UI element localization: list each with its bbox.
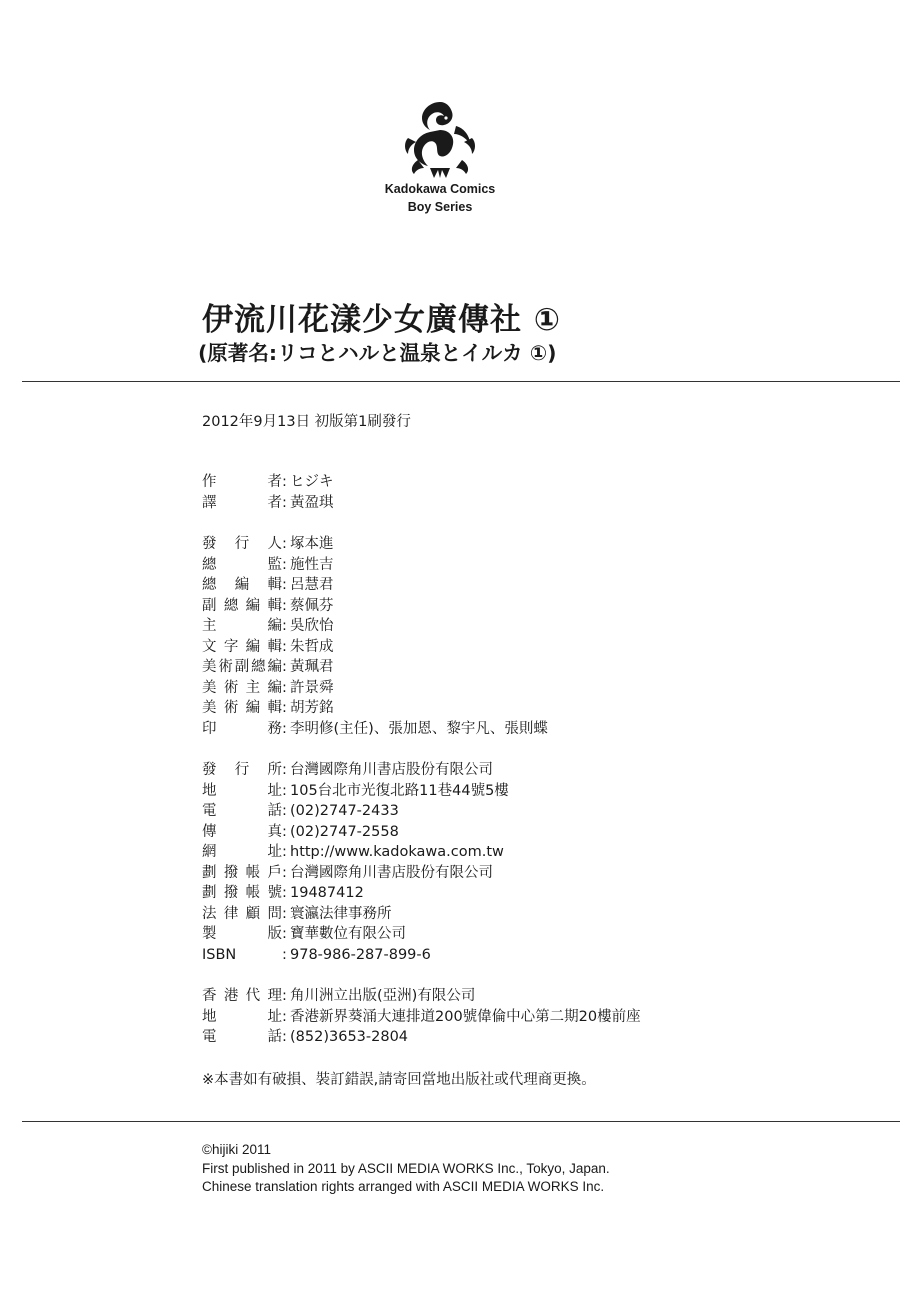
hk-value: (852)3653-2804	[290, 1029, 409, 1045]
book-title: 伊流川花漾少女廣傳社 ①	[202, 302, 562, 338]
publisher-section	[202, 760, 509, 965]
publisher-row: 傳真 : (02)2747-2558	[202, 822, 509, 843]
publisher-row: 地址 : 105台北市光復北路11巷44號5樓	[202, 781, 509, 802]
publisher-label: 電話	[202, 803, 282, 819]
staff-label: 總監	[202, 556, 282, 573]
staff-value: 吳欣怡	[290, 618, 334, 634]
staff-label: 美術副總編	[202, 659, 282, 675]
staff-value: 蔡佩芬	[290, 597, 334, 614]
bottom-divider	[22, 1121, 900, 1122]
isbn-value: 978-986-287-899-6	[290, 946, 431, 963]
publisher-value: (02)2747-2433	[290, 803, 399, 819]
staff-row: 文字編輯 : 朱哲成	[202, 637, 548, 658]
top-divider	[22, 381, 900, 382]
staff-label: 印務	[202, 720, 282, 737]
staff-row: 美術副總編 : 黃珮君	[202, 657, 548, 678]
staff-row: 副總編輯 : 蔡佩芬	[202, 596, 548, 617]
staff-label: 發行人	[202, 536, 282, 552]
hk-agent-section	[202, 986, 641, 1048]
hk-label: 電話	[202, 1029, 282, 1045]
phoenix-icon	[400, 98, 480, 180]
staff-value: 李明修(主任)、張加恩、黎宇凡、張則蝶	[290, 720, 548, 737]
credit-value: 黃盈琪	[290, 494, 334, 511]
staff-row: 美術編輯 : 胡芳銘	[202, 698, 548, 719]
publisher-row: ISBN : 978-986-287-899-6	[202, 945, 509, 966]
authors-section	[202, 472, 334, 513]
publisher-row: 劃撥帳號 : 19487412	[202, 883, 509, 904]
credit-row-translator: 譯者 : 黃盈琪	[202, 493, 334, 514]
staff-label: 副總編輯	[202, 597, 282, 614]
copyright-block	[202, 1141, 610, 1197]
staff-value: 黃珮君	[290, 659, 334, 675]
damage-notice: ※本書如有破損、裝訂錯誤,請寄回當地出版社或代理商更換。	[202, 1072, 596, 1088]
staff-value: 朱哲成	[290, 638, 334, 655]
publisher-value: 台灣國際角川書店股份有限公司	[290, 762, 493, 778]
publisher-label: 傳真	[202, 823, 282, 840]
staff-label: 美術編輯	[202, 700, 282, 716]
publisher-value: 105台北市光復北路11巷44號5樓	[290, 782, 509, 799]
publisher-label: 發行所	[202, 762, 282, 778]
hk-row: 電話 : (852)3653-2804	[202, 1027, 641, 1048]
staff-label: 主編	[202, 618, 282, 634]
staff-row: 總監 : 施性吉	[202, 555, 548, 576]
original-title: (原著名:リコとハルと温泉とイルカ ①)	[198, 341, 557, 365]
publisher-row: 劃撥帳戶 : 台灣國際角川書店股份有限公司	[202, 863, 509, 884]
logo-line-2: Boy Series	[407, 200, 473, 214]
publisher-value: 台灣國際角川書店股份有限公司	[290, 864, 493, 881]
hk-row: 地址 : 香港新界葵涌大連排道200號偉倫中心第二期20樓前座	[202, 1007, 641, 1028]
staff-section	[202, 534, 548, 739]
staff-label: 美術主編	[202, 679, 282, 696]
staff-value: 許景舜	[290, 679, 334, 696]
publisher-label: 法律顧問	[202, 905, 282, 922]
staff-row: 印務 : 李明修(主任)、張加恩、黎宇凡、張則蝶	[202, 719, 548, 740]
copyright-line-1: ©hijiki 2011	[202, 1142, 271, 1157]
publisher-value: 19487412	[290, 885, 364, 901]
credit-label: 作者	[202, 474, 282, 490]
credit-row-author: 作者 : ヒジキ	[202, 472, 334, 493]
publisher-row: 法律顧問 : 寰瀛法律事務所	[202, 904, 509, 925]
publisher-label: 製版	[202, 926, 282, 942]
publisher-row: 網址 : http://www.kadokawa.com.tw	[202, 842, 509, 863]
credit-label: 譯者	[202, 494, 282, 511]
publisher-label: 網址	[202, 844, 282, 860]
website-link: http://www.kadokawa.com.tw	[290, 844, 504, 860]
copyright-line-2: First published in 2011 by ASCII MEDIA WORKS Inc., Tokyo, Japan.	[202, 1160, 610, 1176]
staff-label: 總編輯	[202, 577, 282, 593]
staff-row: 美術主編 : 許景舜	[202, 678, 548, 699]
copyright-line-3: Chinese translation rights arranged with ASCII MEDIA WORKS Inc.	[202, 1179, 605, 1194]
publisher-label: 劃撥帳號	[202, 885, 282, 901]
publisher-label: 地址	[202, 782, 282, 799]
staff-value: 塚本進	[290, 536, 334, 552]
staff-row: 主編 : 吳欣怡	[202, 616, 548, 637]
hk-value: 角川洲立出版(亞洲)有限公司	[290, 988, 476, 1004]
publisher-label: 劃撥帳戶	[202, 864, 282, 881]
isbn-label: ISBN	[202, 946, 237, 963]
publisher-value: (02)2747-2558	[290, 823, 399, 840]
logo-line-1: Kadokawa Comics	[384, 182, 496, 196]
publisher-row: 發行所 : 台灣國際角川書店股份有限公司	[202, 760, 509, 781]
staff-value: 胡芳銘	[290, 700, 334, 716]
publisher-row: 電話 : (02)2747-2433	[202, 801, 509, 822]
publisher-row: 製版 : 寶華數位有限公司	[202, 924, 509, 945]
publisher-logo	[355, 98, 525, 216]
credit-value: ヒジキ	[290, 474, 334, 490]
publisher-value: 寶華數位有限公司	[290, 926, 406, 942]
staff-value: 施性吉	[290, 556, 334, 573]
staff-row: 發行人 : 塚本進	[202, 534, 548, 555]
hk-label: 香港代理	[202, 988, 282, 1004]
publisher-value: 寰瀛法律事務所	[290, 905, 392, 922]
hk-value: 香港新界葵涌大連排道200號偉倫中心第二期20樓前座	[290, 1008, 641, 1025]
hk-row: 香港代理 : 角川洲立出版(亞洲)有限公司	[202, 986, 641, 1007]
staff-row: 總編輯 : 呂慧君	[202, 575, 548, 596]
staff-label: 文字編輯	[202, 638, 282, 655]
staff-value: 呂慧君	[290, 577, 334, 593]
hk-label: 地址	[202, 1008, 282, 1025]
publication-date: 2012年9月13日 初版第1刷發行	[202, 414, 411, 430]
